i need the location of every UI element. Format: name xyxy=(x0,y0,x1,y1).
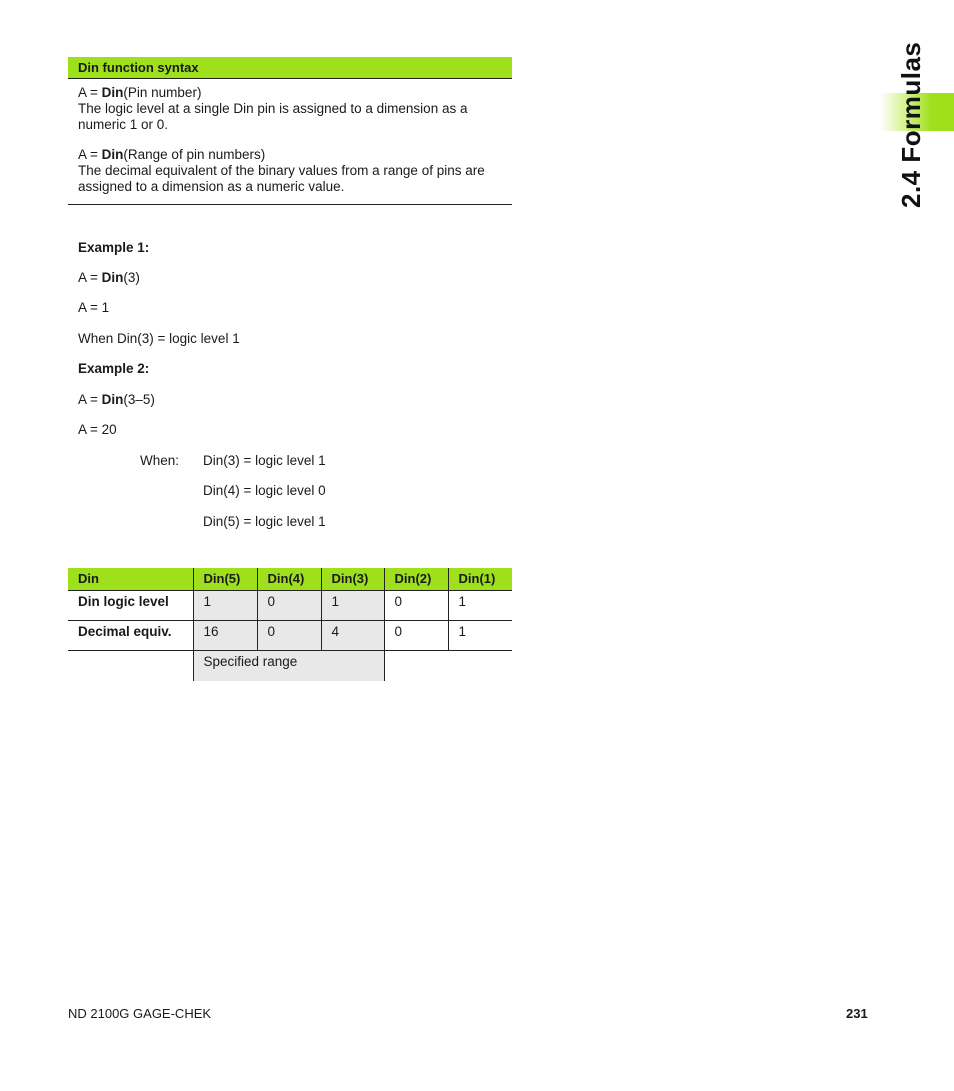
when-line-3: Din(5) = logic level 1 xyxy=(203,514,326,529)
when-label: When: xyxy=(140,453,180,468)
form1-prefix: A = xyxy=(78,85,102,100)
table-header: Din(5) xyxy=(193,568,257,591)
example1-line1: A = Din(3) xyxy=(78,270,140,285)
when-line-2: Din(4) = logic level 0 xyxy=(203,483,326,498)
page-number: 231 xyxy=(846,1006,868,1021)
table-header: Din(3) xyxy=(321,568,384,591)
table-cell: 16 xyxy=(193,621,257,651)
footer-product: ND 2100G GAGE-CHEK xyxy=(68,1006,212,1021)
example2-line1: A = Din(3–5) xyxy=(78,392,155,407)
table-header: Din(4) xyxy=(257,568,321,591)
table-cell: 0 xyxy=(257,591,321,621)
din-table xyxy=(68,568,512,681)
syntax-body xyxy=(68,79,512,205)
example1-line3: When Din(3) = logic level 1 xyxy=(78,331,240,346)
example2-heading: Example 2: xyxy=(78,361,150,376)
form2-prefix: A = xyxy=(78,147,102,162)
table-cell: 0 xyxy=(384,591,448,621)
table-header: Din(2) xyxy=(384,568,448,591)
example1-line2: A = 1 xyxy=(78,300,110,315)
syntax-form-1-desc-1: The logic level at a single Din pin is assigned to a dimension as a xyxy=(78,101,468,116)
form1-args: (Pin number) xyxy=(123,85,202,100)
blank-cell xyxy=(384,651,448,681)
table-header-row xyxy=(68,568,512,591)
table-range-row xyxy=(68,651,512,681)
blank-cell xyxy=(448,651,512,681)
syntax-form-1 xyxy=(78,85,502,101)
table-cell: 0 xyxy=(257,621,321,651)
section-title: 2.4 Formulas xyxy=(896,41,926,208)
table-cell: 1 xyxy=(193,591,257,621)
form2-func: Din xyxy=(101,147,124,162)
form2-args: (Range of pin numbers) xyxy=(123,147,266,162)
table-cell: 1 xyxy=(321,591,384,621)
specified-range: Specified range xyxy=(193,651,384,681)
table-cell: 0 xyxy=(384,621,448,651)
example1-heading: Example 1: xyxy=(78,240,150,255)
table-cell: 4 xyxy=(321,621,384,651)
blank-cell xyxy=(68,651,193,681)
syntax-box xyxy=(68,57,512,205)
table-row xyxy=(68,621,512,651)
example2-line2: A = 20 xyxy=(78,422,117,437)
row-label: Decimal equiv. xyxy=(68,621,193,651)
table-cell: 1 xyxy=(448,591,512,621)
syntax-form-2-desc-2: assigned to a dimension as a numeric value. xyxy=(78,179,345,194)
row-label: Din logic level xyxy=(68,591,193,621)
syntax-header: Din function syntax xyxy=(68,57,512,79)
table-header: Din(1) xyxy=(448,568,512,591)
when-line-1: Din(3) = logic level 1 xyxy=(203,453,326,468)
table-header: Din xyxy=(68,568,193,591)
form1-func: Din xyxy=(101,85,124,100)
syntax-form-2 xyxy=(78,147,502,163)
syntax-form-1-desc-2: numeric 1 or 0. xyxy=(78,117,169,132)
syntax-form-2-desc-1: The decimal equivalent of the binary values from a range of pins are xyxy=(78,163,485,178)
table-row xyxy=(68,591,512,621)
table-cell: 1 xyxy=(448,621,512,651)
